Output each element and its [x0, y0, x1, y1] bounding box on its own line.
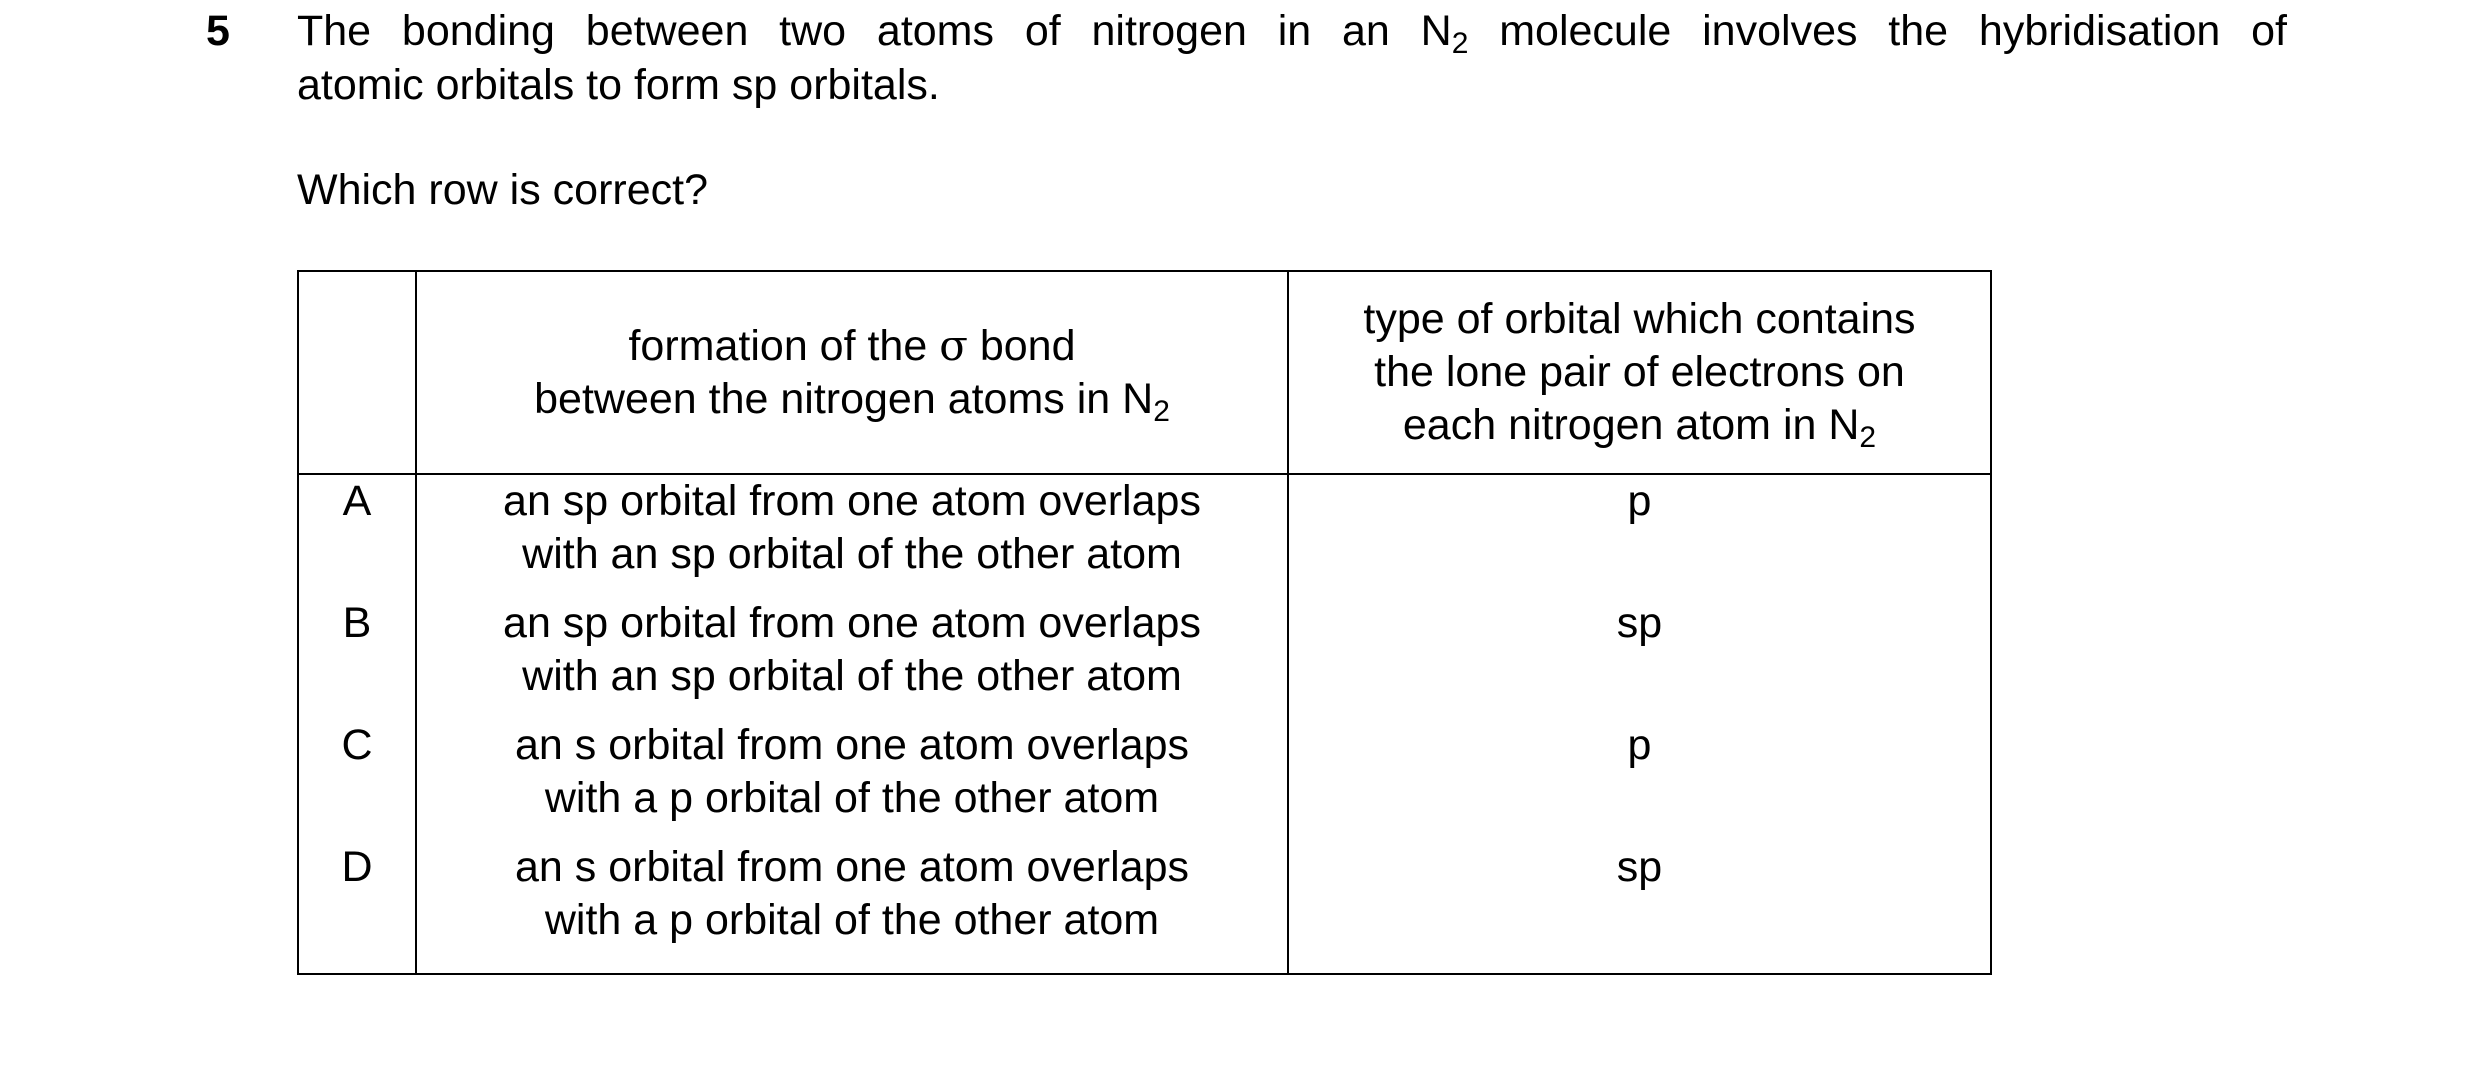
- header-letter-cell: [298, 271, 416, 474]
- header-formation-bond-text: bond: [967, 322, 1076, 370]
- option-formation: [416, 597, 1288, 719]
- option-formation: [416, 719, 1288, 841]
- stem-text-after: molecule involves the hybridisation of: [1468, 7, 2287, 55]
- header-orbital-line3-text: each nitrogen atom in N: [1402, 401, 1860, 449]
- question-stem-line2: atomic orbitals to form sp orbitals.: [297, 61, 940, 109]
- option-letter: D: [298, 841, 416, 974]
- header-orbital-line1: type of orbital which contains: [1363, 295, 1916, 343]
- option-letter: A: [298, 474, 416, 597]
- option-orbital: sp: [1288, 841, 1991, 974]
- options-table: [297, 270, 1992, 975]
- header-orbital: [1288, 271, 1991, 474]
- header-formation-line2: [534, 375, 1170, 428]
- stem-text-before: The bonding between two atoms of nitrogen in an N: [297, 7, 1452, 55]
- table-row: [298, 841, 1991, 974]
- stem-subscript: 2: [1451, 27, 1469, 60]
- option-formation: [416, 841, 1288, 974]
- table-row: [298, 719, 1991, 841]
- option-letter: B: [298, 597, 416, 719]
- formation-line1: an sp orbital from one atom overlaps: [503, 477, 1201, 525]
- option-orbital: sp: [1288, 597, 1991, 719]
- table-row: [298, 474, 1991, 597]
- sigma-symbol: σ: [939, 321, 968, 370]
- question-stem: [297, 4, 2287, 112]
- option-formation: [416, 474, 1288, 597]
- header-orbital-line3: [1402, 401, 1877, 454]
- formation-line2: with a p orbital of the other atom: [544, 896, 1160, 944]
- header-formation-text: formation of the: [628, 322, 940, 370]
- header-orbital-subscript: 2: [1859, 421, 1877, 454]
- question-number: 5: [206, 7, 230, 55]
- table-row: [298, 597, 1991, 719]
- header-orbital-line2: the lone pair of electrons on: [1374, 348, 1905, 396]
- table-header-row: [298, 271, 1991, 474]
- header-formation-subscript: 2: [1153, 395, 1170, 428]
- header-formation-line2-text: between the nitrogen atoms in N: [534, 375, 1154, 423]
- header-formation-line1: [628, 322, 1075, 370]
- question-prompt: Which row is correct?: [297, 166, 708, 214]
- option-orbital: p: [1288, 474, 1991, 597]
- formation-line2: with an sp orbital of the other atom: [522, 652, 1182, 700]
- formation-line1: an s orbital from one atom overlaps: [515, 721, 1189, 769]
- formation-line2: with an sp orbital of the other atom: [522, 530, 1182, 578]
- formation-line1: an s orbital from one atom overlaps: [515, 843, 1189, 891]
- formation-line1: an sp orbital from one atom overlaps: [503, 599, 1201, 647]
- formation-line2: with a p orbital of the other atom: [544, 774, 1160, 822]
- header-formation: [416, 271, 1288, 474]
- option-orbital: p: [1288, 719, 1991, 841]
- question-stem-line1: [297, 4, 2287, 58]
- option-letter: C: [298, 719, 416, 841]
